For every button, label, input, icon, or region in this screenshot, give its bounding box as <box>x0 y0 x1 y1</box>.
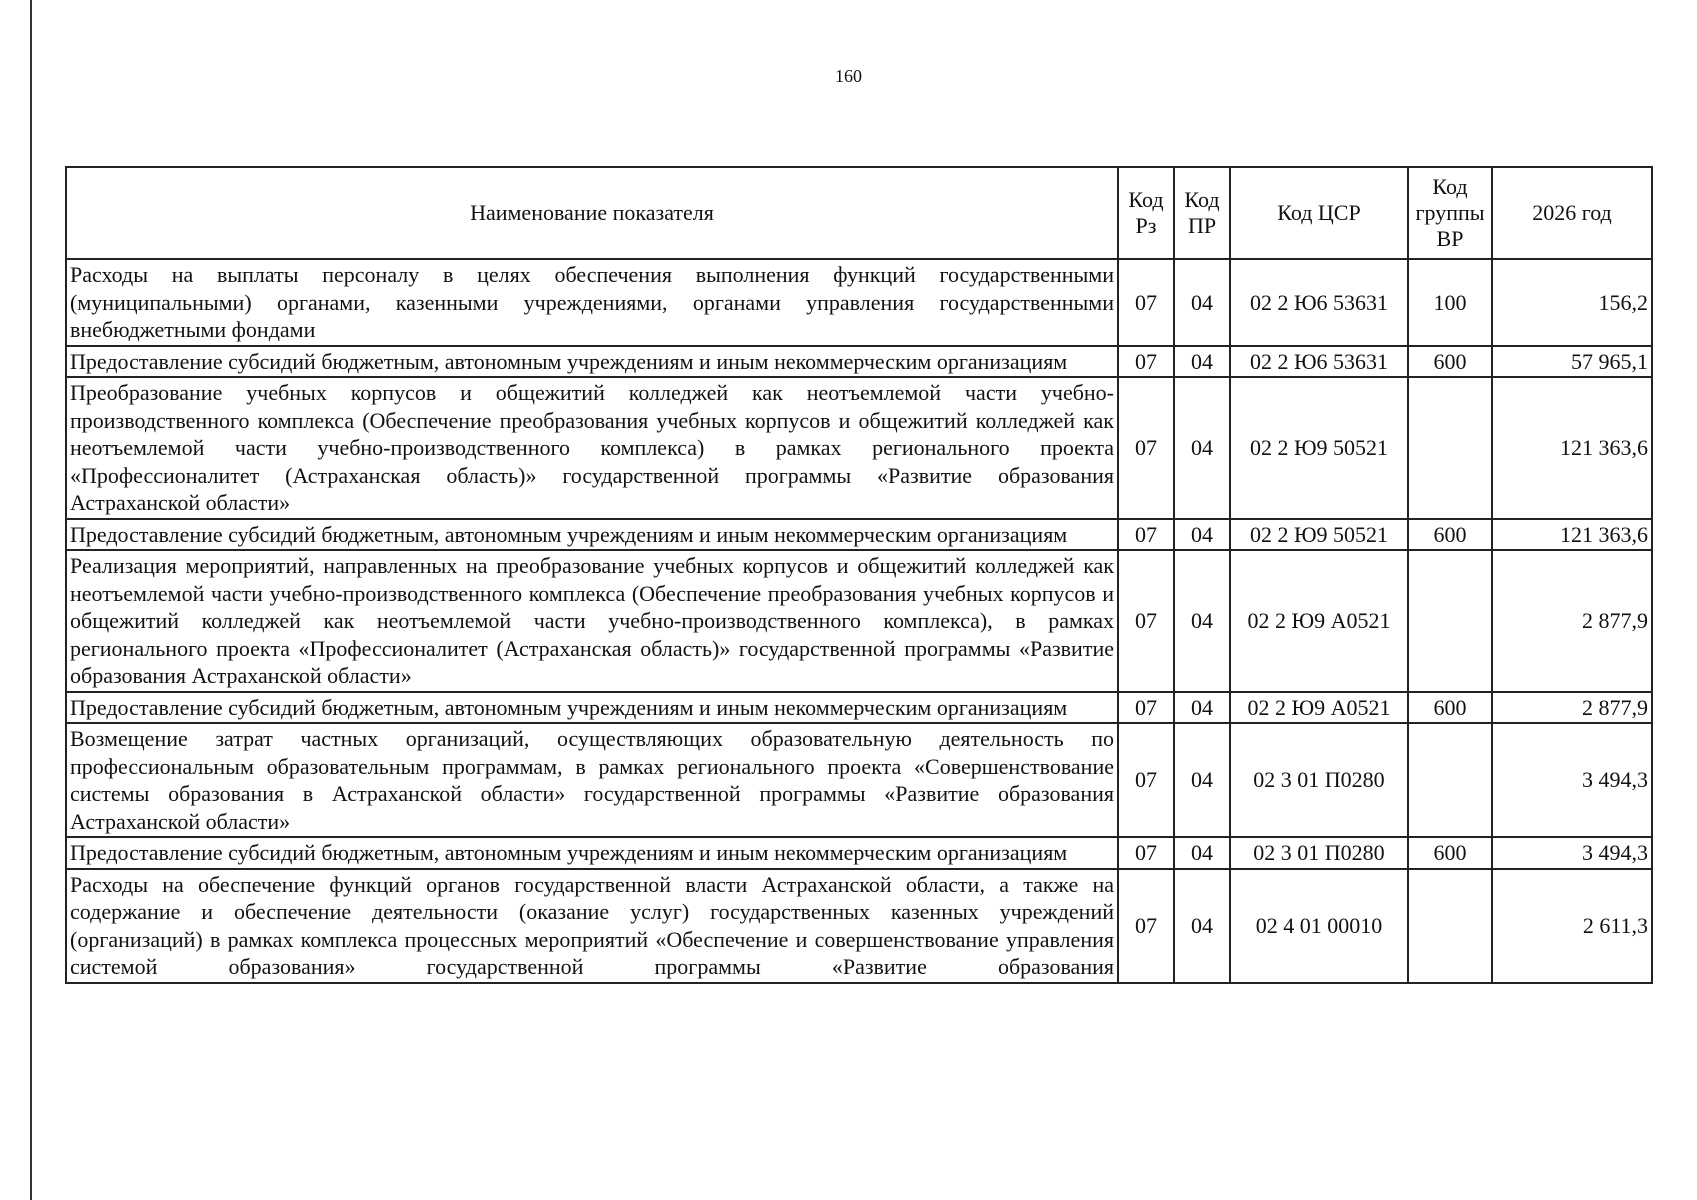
row-vr <box>1408 550 1492 692</box>
header-year: 2026 год <box>1492 167 1652 259</box>
row-csr: 02 4 01 00010 <box>1230 869 1408 983</box>
row-name: Предоставление субсидий бюджетным, автономным учреждениям и иным некоммерческим организациям <box>66 346 1118 378</box>
row-vr: 600 <box>1408 837 1492 869</box>
row-pr: 04 <box>1174 869 1230 983</box>
table-header-row <box>66 167 1652 259</box>
row-pr: 04 <box>1174 550 1230 692</box>
table-row <box>66 837 1652 869</box>
header-vr: Код группы ВР <box>1408 167 1492 259</box>
row-pr: 04 <box>1174 837 1230 869</box>
row-name: Предоставление субсидий бюджетным, автономным учреждениям и иным некоммерческим организациям <box>66 692 1118 724</box>
row-csr: 02 2 Ю9 А0521 <box>1230 692 1408 724</box>
row-vr: 600 <box>1408 346 1492 378</box>
row-vr <box>1408 377 1492 519</box>
row-rz: 07 <box>1118 259 1174 346</box>
row-rz: 07 <box>1118 723 1174 837</box>
header-pr: Код ПР <box>1174 167 1230 259</box>
row-csr: 02 2 Ю9 50521 <box>1230 377 1408 519</box>
row-amount: 57 965,1 <box>1492 346 1652 378</box>
row-vr: 600 <box>1408 519 1492 551</box>
row-amount: 2 611,3 <box>1492 869 1652 983</box>
left-margin-line <box>30 0 32 1200</box>
row-rz: 07 <box>1118 377 1174 519</box>
row-pr: 04 <box>1174 346 1230 378</box>
row-rz: 07 <box>1118 550 1174 692</box>
row-csr: 02 2 Ю6 53631 <box>1230 259 1408 346</box>
table-row <box>66 869 1652 983</box>
row-amount: 156,2 <box>1492 259 1652 346</box>
row-vr: 600 <box>1408 692 1492 724</box>
row-name: Преобразование учебных корпусов и общежитий колледжей как неотъемлемой части учебно-производственного комплекса (Обеспечение преобразования учебных корпусов и общежитий колледжей как неотъемлемой части учебно-производственного комплекса) в рамках регионального проекта «Профессионалитет (Астраханская область)» государственной программы «Развитие образования Астраханской области» <box>66 377 1118 519</box>
row-rz: 07 <box>1118 519 1174 551</box>
row-csr: 02 3 01 П0280 <box>1230 837 1408 869</box>
row-amount: 3 494,3 <box>1492 723 1652 837</box>
row-pr: 04 <box>1174 692 1230 724</box>
row-name: Предоставление субсидий бюджетным, автономным учреждениям и иным некоммерческим организациям <box>66 837 1118 869</box>
row-rz: 07 <box>1118 837 1174 869</box>
row-amount: 2 877,9 <box>1492 550 1652 692</box>
header-name: Наименование показателя <box>66 167 1118 259</box>
row-amount: 121 363,6 <box>1492 519 1652 551</box>
table-row <box>66 259 1652 346</box>
row-csr: 02 2 Ю9 50521 <box>1230 519 1408 551</box>
row-pr: 04 <box>1174 259 1230 346</box>
row-rz: 07 <box>1118 346 1174 378</box>
row-vr: 100 <box>1408 259 1492 346</box>
row-csr: 02 2 Ю6 53631 <box>1230 346 1408 378</box>
row-pr: 04 <box>1174 723 1230 837</box>
row-name: Расходы на выплаты персоналу в целях обеспечения выполнения функций государственными (муниципальными) органами, казенными учреждениями, органами управления государственными внебюджетными фондами <box>66 259 1118 346</box>
row-csr: 02 2 Ю9 А0521 <box>1230 550 1408 692</box>
budget-table <box>65 166 1653 984</box>
header-csr: Код ЦСР <box>1230 167 1408 259</box>
row-amount: 2 877,9 <box>1492 692 1652 724</box>
table-row <box>66 377 1652 519</box>
row-rz: 07 <box>1118 869 1174 983</box>
row-name: Реализация мероприятий, направленных на преобразование учебных корпусов и общежитий колледжей как неотъемлемой части учебно-производственного комплекса (Обеспечение преобразования учебных корпусов и общежитий колледжей как неотъемлемой части учебно-производственного комплекса), в рамках регионального проекта «Профессионалитет (Астраханская область)» государственной программы «Развитие образования Астраханской области» <box>66 550 1118 692</box>
row-amount: 3 494,3 <box>1492 837 1652 869</box>
row-rz: 07 <box>1118 692 1174 724</box>
table-row <box>66 519 1652 551</box>
row-pr: 04 <box>1174 519 1230 551</box>
row-vr <box>1408 869 1492 983</box>
table-row <box>66 346 1652 378</box>
row-amount: 121 363,6 <box>1492 377 1652 519</box>
row-pr: 04 <box>1174 377 1230 519</box>
row-name: Возмещение затрат частных организаций, осуществляющих образовательную деятельность по профессиональным образовательным программам, в рамках регионального проекта «Совершенствование системы образования в Астраханской области» государственной программы «Развитие образования Астраханской области» <box>66 723 1118 837</box>
table-row <box>66 550 1652 692</box>
table-row <box>66 723 1652 837</box>
row-csr: 02 3 01 П0280 <box>1230 723 1408 837</box>
row-vr <box>1408 723 1492 837</box>
row-name: Расходы на обеспечение функций органов государственной власти Астраханской области, а также на содержание и обеспечение деятельности (оказание услуг) государственных казенных учреждений (организаций) в рамках комплекса процессных мероприятий «Обеспечение и совершенствование управления системой образования» государственной программы «Развитие образования <box>66 869 1118 983</box>
table-row <box>66 692 1652 724</box>
row-name: Предоставление субсидий бюджетным, автономным учреждениям и иным некоммерческим организациям <box>66 519 1118 551</box>
header-rz: Код Рз <box>1118 167 1174 259</box>
page-number: 160 <box>835 66 862 86</box>
